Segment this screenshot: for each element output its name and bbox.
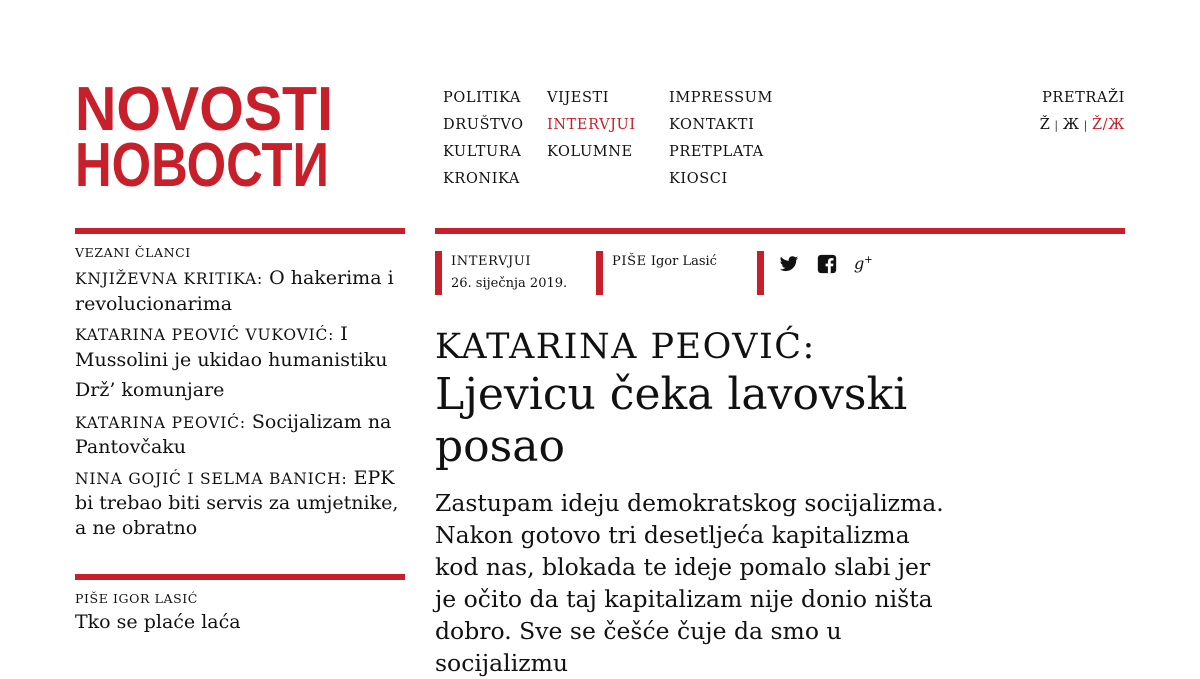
separator: | bbox=[1054, 119, 1059, 132]
related-item-text: EPK bi trebao biti servis za umjetnike, a ne obratno bbox=[75, 466, 399, 539]
author-prefix: PIŠE bbox=[612, 254, 647, 269]
twitter-icon[interactable] bbox=[779, 254, 799, 274]
nav-kronika[interactable]: KRONIKA bbox=[443, 171, 520, 187]
article-title-main: Ljevicu čeka lavovski posao bbox=[435, 369, 908, 472]
related-item[interactable] bbox=[75, 266, 405, 316]
related-articles bbox=[75, 245, 405, 546]
sidebar-rule bbox=[75, 228, 405, 234]
logo-cyrillic: НОВОСТИ bbox=[75, 131, 329, 200]
related-item[interactable] bbox=[75, 378, 405, 404]
nav-kultura[interactable]: KULTURA bbox=[443, 144, 522, 160]
site-logo[interactable] bbox=[75, 75, 333, 200]
search-link[interactable]: PRETRAŽI bbox=[1042, 90, 1125, 106]
nav-pretplata[interactable]: PRETPLATA bbox=[669, 144, 764, 160]
nav-drustvo[interactable]: DRUŠTVO bbox=[443, 117, 524, 133]
nav-column-2 bbox=[547, 85, 636, 166]
svg-text:g: g bbox=[854, 254, 865, 274]
script-both[interactable]: Ž/Ж bbox=[1091, 117, 1125, 133]
logo-latin: NOVOSTI bbox=[75, 75, 333, 144]
article-section[interactable]: INTERVJUI bbox=[451, 254, 532, 269]
article-date: 26. siječnja 2019. bbox=[451, 276, 568, 291]
svg-text:+: + bbox=[864, 255, 873, 267]
related-item-text: I Mussolini je ukidao humanistiku bbox=[75, 323, 388, 371]
script-switcher bbox=[1040, 112, 1125, 139]
nav-impressum[interactable]: IMPRESSUM bbox=[669, 90, 773, 106]
related-item[interactable] bbox=[75, 466, 405, 541]
nav-intervjui-active[interactable]: INTERVJUI bbox=[547, 117, 636, 133]
author-article-link[interactable]: Tko se plaće laća bbox=[75, 611, 241, 633]
article-title bbox=[435, 325, 955, 473]
article-lead: Zastupam ideju demokratskog socijalizma. Nakon gotovo tri desetljeća kapitalizma kod nas, blokada te ideje pomalo slabi jer je očito da taj kapitalizam nije donio ništa dobro. Sve se češće čuje da smo u socijalizmu bbox=[435, 489, 944, 677]
nav-kolumne[interactable]: KOLUMNE bbox=[547, 144, 633, 160]
facebook-icon[interactable] bbox=[817, 254, 837, 274]
related-item-lead: NINA GOJIĆ I SELMA BANICH: bbox=[75, 469, 348, 488]
related-item-lead: KATARINA PEOVIĆ: bbox=[75, 413, 246, 432]
nav-kontakti[interactable]: KONTAKTI bbox=[669, 117, 755, 133]
nav-column-3 bbox=[669, 85, 773, 193]
nav-politika[interactable]: POLITIKA bbox=[443, 90, 521, 106]
script-latin[interactable]: Ž bbox=[1039, 117, 1051, 133]
nav-column-1 bbox=[443, 85, 524, 193]
related-item-lead: KNJIŽEVNA KRITIKA: bbox=[75, 270, 264, 288]
script-cyrillic[interactable]: Ж bbox=[1062, 117, 1080, 133]
related-item-text: O hakerima i revolucionarima bbox=[75, 267, 394, 315]
article-author-block bbox=[596, 251, 717, 295]
search-block bbox=[1040, 85, 1125, 139]
google-plus-icon[interactable] bbox=[854, 254, 874, 274]
author-articles bbox=[75, 591, 405, 641]
author-heading: PIŠE IGOR LASIĆ bbox=[75, 591, 198, 606]
related-item[interactable] bbox=[75, 410, 405, 460]
related-item-lead: KATARINA PEOVIĆ VUKOVIĆ: bbox=[75, 326, 335, 344]
article-section-date bbox=[435, 251, 567, 295]
share-buttons bbox=[757, 251, 873, 295]
article-rule bbox=[435, 228, 1125, 234]
nav-kiosci[interactable]: KIOSCI bbox=[669, 171, 728, 187]
related-item[interactable] bbox=[75, 322, 405, 372]
related-heading: VEZANI ČLANCI bbox=[75, 245, 191, 260]
sidebar-rule-2 bbox=[75, 574, 405, 580]
related-item-text: Socijalizam na Pantovčaku bbox=[75, 410, 392, 458]
author-name[interactable]: Igor Lasić bbox=[650, 254, 717, 269]
separator: | bbox=[1083, 119, 1088, 132]
related-item-text: Drž’ komunjare bbox=[75, 379, 225, 401]
article-title-kicker: KATARINA PEOVIĆ: bbox=[435, 327, 816, 367]
nav-vijesti[interactable]: VIJESTI bbox=[547, 90, 610, 106]
